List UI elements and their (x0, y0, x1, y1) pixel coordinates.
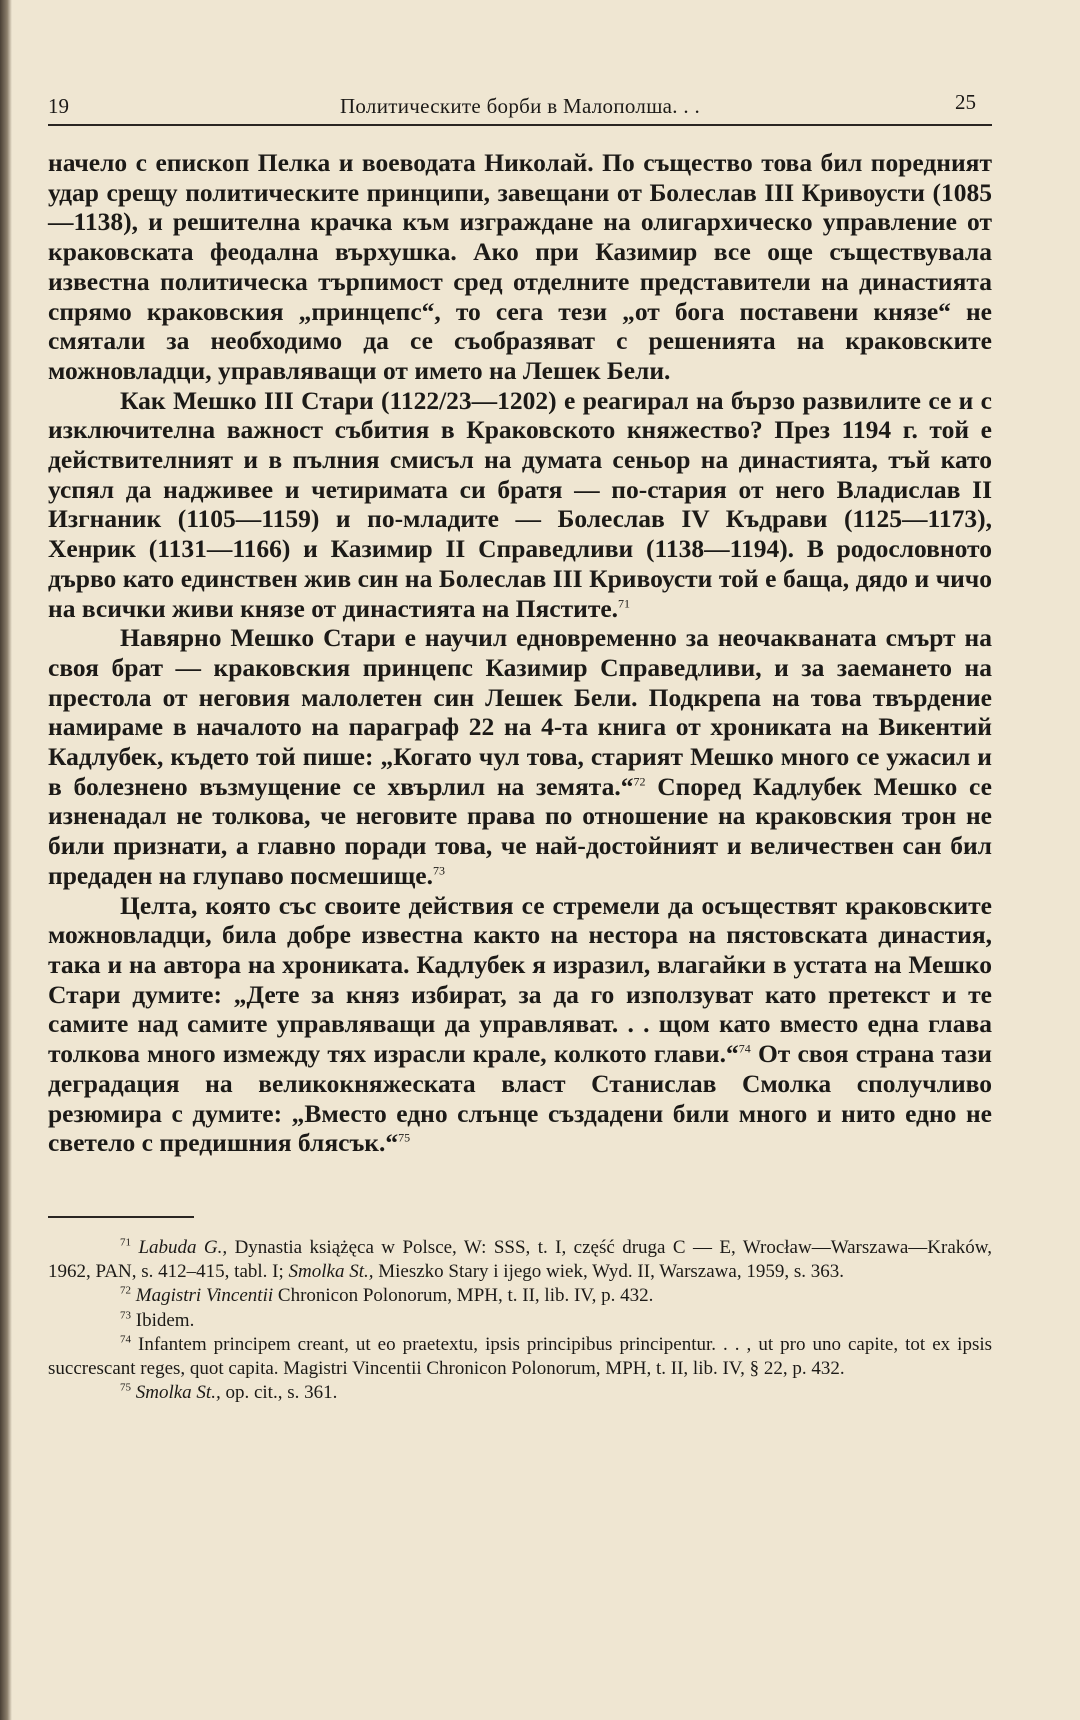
paragraph-3: Навярно Мешко Стари е научил едновременно за неочакваната смърт на своя брат — краковския принцепс Казимир Справедливи, и за заемането на престола от неговия малолетен син Лешек Бели. Подкрепа на това твърдение намираме в началото на параграф 22 на 4-та книга от хрониката на Викентий Кадлубек, където той пише: „Когато чул това, старият Мешко много се ужасил и в болезнено възмущение се хвърлил на земята.“$^{72}$ Според Кадлубек Мешко се изненадал не толкова, че неговите права по отношение на краковския трон не били признати, а главно поради това, че най-достойният и величествен сан бил предаден на глупаво посмешище.$^{73}$ (48, 623, 992, 890)
footnotes (48, 1236, 992, 1405)
footnote-ref-71: 71 (618, 596, 631, 611)
book-page (48, 88, 992, 1405)
book-spine-shadow (0, 0, 12, 1720)
paragraph-2: Как Мешко III Стари (1122/23—1202) е реагирал на бързо развилите се и с изключителна важност събития в Краковското княжество? През 1194 г. той е действителният и в пълния смисъл на думата сеньор на династията, тъй като успял да надживее и четиримата си братя — по-стария от него Владислав II Изгнаник (1105—1159) и по-младите — Болеслав IV Къдрави (1125—1173), Хенрик (1131—1166) и Казимир II Справедливи (1138—1194). В родословното дърво като единствен жив син на Болеслав III Кривоусти той е баща, дядо и чичо на всички живи князе от династията на Пястите.$^{71}$ (48, 385, 992, 623)
footnote-71: $^{71}$ Labuda G., Dynastia książęca w Polsce, W: SSS, t. I, część druga C — E, Wrocław—Warszawa—Kraków, 1962, PAN, s. 412–415, tabl. I; Smolka St., Mieszko Stary i ijego wiek, Wyd. II, Warszawa, 1959, s. 363. (48, 1236, 993, 1283)
header-left-number: 19 (48, 94, 69, 118)
footnote-ref-74: 74 (738, 1041, 751, 1056)
page-number: 25 (955, 90, 976, 114)
footnote-75: $^{75}$ Smolka St., op. cit., s. 361. (120, 1381, 338, 1404)
paragraph-1: начело с епископ Пелка и воеводата Николай. По същество това бил поредният удар срещу политическите принципи, завещани от Болеслав III Кривоусти (1085—1138), и решителна крачка към изграждане на олигархическо управление от краковската феодална върхушка. Ако при Казимир все още съществувала известна политическа търпимост сред отделните представители на династията спрямо краковския „принцепс“, то сега тези „от бога поставени князе“ не смятали за необходимо да се съобразяват с решенията на краковските можновладци, управляващи от името на Лешек Бели. (48, 148, 992, 385)
footnote-ref-72: 72 (633, 774, 646, 789)
running-header (48, 88, 992, 126)
footnote-74: $^{74}$ Infantem principem creant, ut eo praetextu, ipsis principibus principentur. . . , ut pro uno capite, tot ex ipsis succrescant reges, quot capita. Magistri Vincentii Chronicon Polonorum, MPH, t. II, lib. IV, § 22, p. 432. (48, 1333, 993, 1379)
footnote-73: $^{73}$ Ibidem. (120, 1309, 195, 1331)
footnote-ref-73: 73 (433, 863, 446, 878)
running-title: Политическите борби в Малополша. . . (339, 94, 701, 118)
paragraph-4: Целта, която със своите действия се стремели да осъществят краковските можновладци, била добре известна както на нестора на пястовската династия, така и на автора на хрониката. Кадлубек я изразил, влагайки в устата на Мешко Стари думите: „Дете за княз избират, за да го използуват като претекст и те самите над самите управляващи да управляват. . . щом като вместо една глава толкова много измежду тях израсли крале, колкото глави.“$^{74}$ От своя страна тази деградация на великокняжеската власт Станислав Смолка сполучливо резюмира с думите: „Вместо едно слънце създадени били много и нито едно не светело с предишния блясък.“$^{75}$ (48, 890, 992, 1158)
main-text (48, 148, 992, 1158)
footnote-divider (48, 1216, 194, 1218)
footnote-ref-75: 75 (398, 1130, 411, 1145)
footnote-72: $^{72}$ Magistri Vincentii Chronicon Polonorum, MPH, t. II, lib. IV, p. 432. (120, 1284, 654, 1307)
